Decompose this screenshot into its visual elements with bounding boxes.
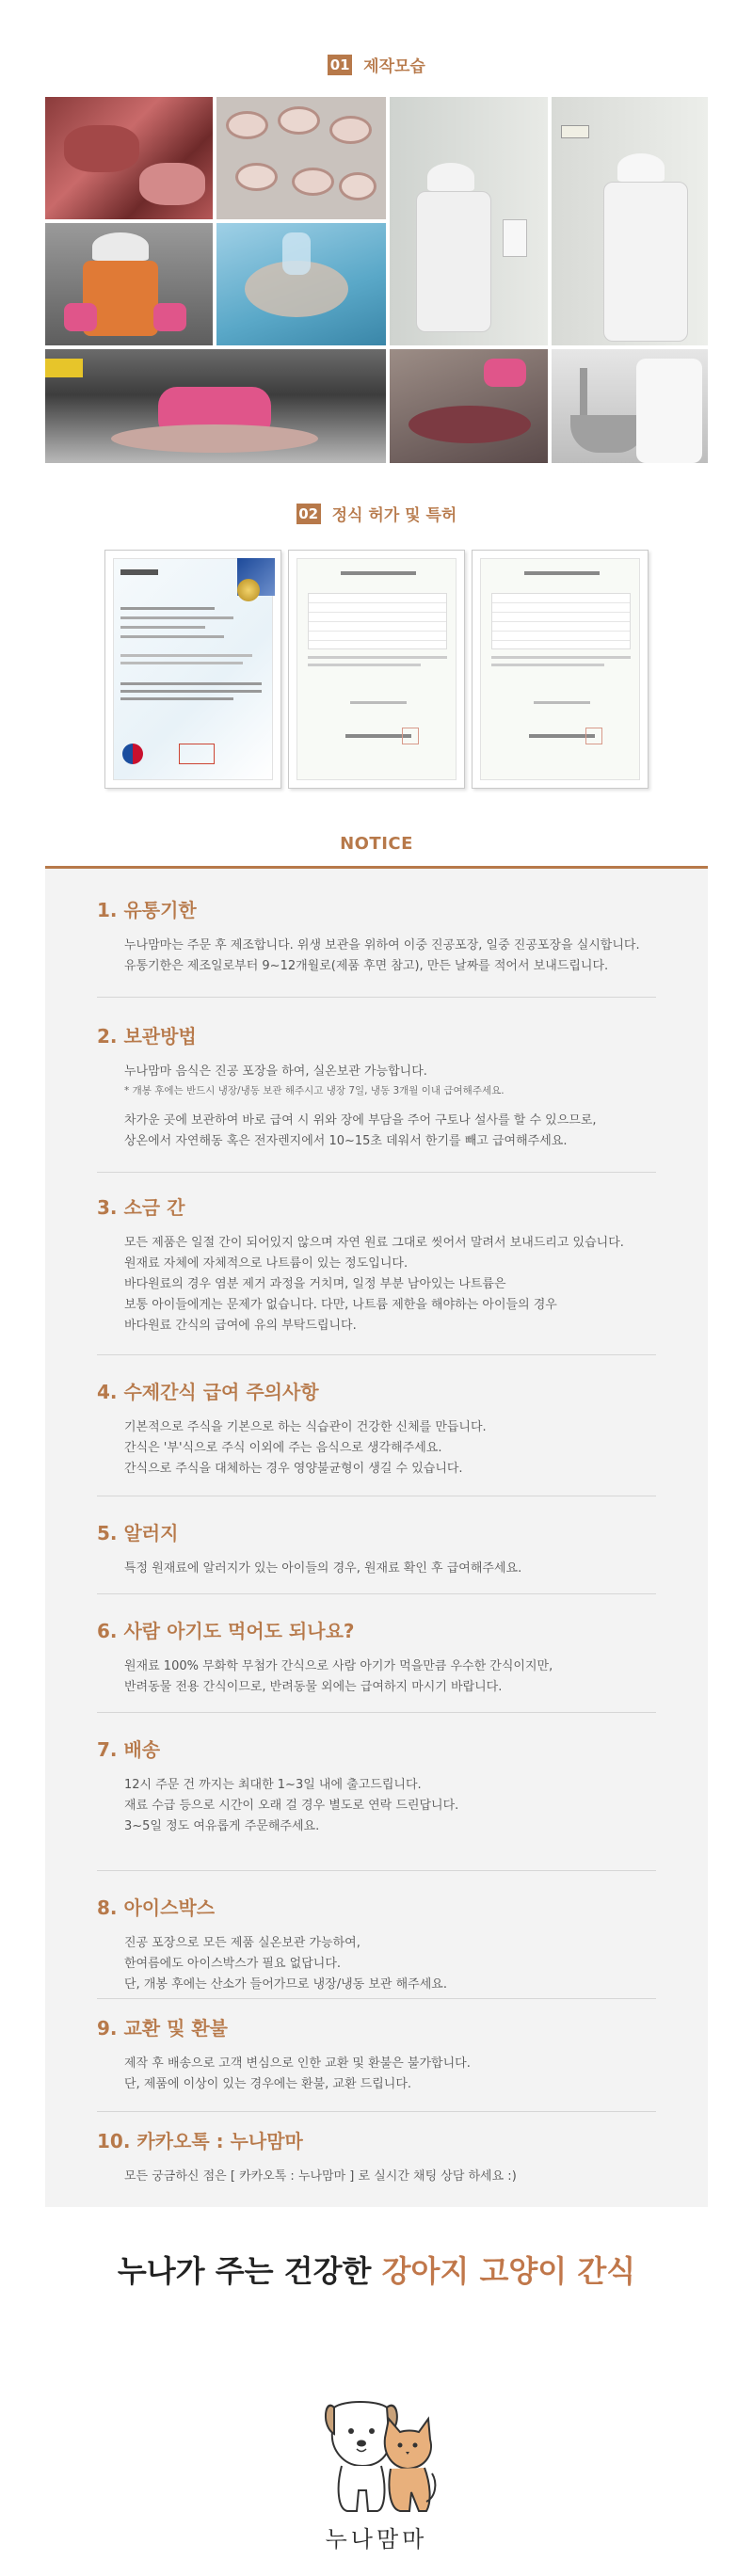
item-divider (97, 1712, 656, 1713)
notice-heading: 1. 유통기한 (97, 899, 197, 921)
notice-heading: 5. 알러지 (97, 1522, 179, 1544)
permit-certificate-image-2 (472, 550, 649, 789)
notice-item-icebox (97, 1893, 656, 1995)
item-divider (97, 1172, 656, 1173)
notice-text: 원재료 자체에 자체적으로 나트륨이 있는 정도입니다. (124, 1256, 409, 1271)
item-divider (97, 2111, 656, 2112)
section-header-production (0, 53, 753, 76)
notice-text: 단, 개봉 후에는 산소가 들어가므로 냉장/냉동 보관 해주세요. (124, 1977, 447, 1992)
notice-text: 진공 포장으로 모든 제품 실온보관 가능하여, (124, 1936, 360, 1950)
notice-heading: 8. 아이스박스 (97, 1896, 216, 1919)
photo-kitchen-sink (552, 349, 708, 463)
notice-text: 기본적으로 주식을 기본으로 하는 식습관이 건강한 신체를 만듭니다. (124, 1420, 487, 1434)
notice-item-salt (97, 1192, 656, 1336)
photo-fish-fillet (390, 349, 548, 463)
notice-text: 누나맘마는 주문 후 제조합니다. 위생 보관을 위하여 이중 진공포장, 일중 진공포장을 실시합니다. (124, 938, 640, 952)
notice-item-feeding-caution (97, 1377, 656, 1480)
brand-tagline (0, 2248, 753, 2291)
notice-text: 바다원료 간식의 급여에 유의 부탁드립니다. (124, 1319, 357, 1333)
notice-text: 단, 제품에 이상이 있는 경우에는 환불, 교환 드립니다. (124, 2077, 412, 2091)
brand-logo-text: 누나맘마 (325, 2526, 428, 2552)
photo-worker-entrance (552, 97, 708, 345)
notice-text: 바다원료의 경우 염분 제거 과정을 거치며, 일정 부분 남아있는 나트륨은 (124, 1277, 506, 1291)
item-divider (97, 1354, 656, 1355)
item-divider (97, 1593, 656, 1594)
notice-heading: 6. 사람 아기도 먹어도 되나요? (97, 1620, 355, 1642)
notice-heading: 4. 수제간식 급여 주의사항 (97, 1381, 319, 1403)
item-divider (97, 1998, 656, 1999)
item-divider (97, 997, 656, 998)
notice-item-allergy (97, 1518, 656, 1579)
notice-text: 반려동물 전용 간식이므로, 반려동물 외에는 급여하지 마시기 바랍니다. (124, 1680, 503, 1694)
notice-text: 3~5일 정도 여유롭게 주문해주세요. (124, 1819, 320, 1833)
notice-text: 한여름에도 아이스박스가 필요 없답니다. (124, 1957, 342, 1971)
photo-raw-meat (45, 97, 213, 219)
notice-title: NOTICE (340, 834, 413, 854)
notice-heading: 9. 교환 및 환불 (97, 2017, 229, 2040)
notice-item-kakaotalk (97, 2126, 656, 2187)
notice-text: 원재료 100% 무화학 무첨가 간식으로 사람 아기가 먹을만큼 우수한 간식이지만, (124, 1659, 553, 1673)
notice-text: 12시 주문 건 까지는 최대한 1~3일 내에 출고드립니다. (124, 1778, 422, 1792)
photo-worker-hygiene (390, 97, 548, 345)
notice-item-shipping (97, 1735, 656, 1837)
notice-panel (45, 869, 708, 2207)
notice-item-shelf-life (97, 895, 656, 977)
notice-text: 유통기한은 제조일로부터 9~12개월로(제품 후면 참고), 만든 날짜를 적어서 보내드립니다. (124, 959, 609, 973)
photo-cutting (45, 349, 386, 463)
tagline-prefix: 누나가 주는 건강한 (117, 2253, 382, 2289)
photo-washing (216, 223, 386, 345)
notice-text: 누나맘마 음식은 진공 포장을 하여, 실온보관 가능합니다. (124, 1064, 427, 1079)
section-number-badge: 02 (296, 504, 321, 524)
notice-text: 차가운 곳에 보관하여 바로 급여 시 위와 장에 부담을 주어 구토나 설사를 할 수 있으므로, (124, 1113, 597, 1128)
photo-sliced-pieces (216, 97, 386, 219)
notice-text: 모든 제품은 일절 간이 되어있지 않으며 자연 원료 그대로 씻어서 말려서 보내드리고 있습니다. (124, 1236, 624, 1250)
production-photo-grid (45, 97, 708, 463)
notice-item-refund (97, 2013, 656, 2095)
notice-text: 간식으로 주식을 대체하는 경우 영양불균형이 생길 수 있습니다. (124, 1462, 463, 1476)
notice-text: 보통 아이들에게는 문제가 없습니다. 다만, 나트륨 제한을 해야하는 아이들의 경우 (124, 1298, 557, 1312)
notice-heading: 2. 보관방법 (97, 1025, 197, 1048)
notice-item-storage (97, 1021, 656, 1152)
item-divider (97, 1870, 656, 1871)
photo-worker-gloves (45, 223, 213, 345)
notice-text: 상온에서 자연해동 혹은 전자렌지에서 10~15초 데워서 한기를 빼고 급여해주세요. (124, 1134, 568, 1148)
notice-text: 모든 궁금하신 점은 [ 카카오톡 : 누나맘마 ] 로 실시간 채팅 상담 하세요 :) (124, 2169, 517, 2184)
notice-heading: 7. 배송 (97, 1738, 161, 1761)
patent-certificate-image (104, 550, 281, 789)
section-title: 제작모습 (363, 57, 425, 76)
section-number-badge: 01 (328, 55, 352, 75)
notice-text: 제작 후 배송으로 고객 변심으로 인한 교환 및 환불은 불가합니다. (124, 2056, 471, 2071)
notice-heading: 3. 소금 간 (97, 1196, 185, 1219)
notice-text: 간식은 '부'식으로 주식 이외에 주는 음식으로 생각해주세요. (124, 1441, 442, 1455)
notice-text: 특정 원재료에 알러지가 있는 아이들의 경우, 원재료 확인 후 급여해주세요. (124, 1561, 522, 1576)
permit-certificate-image-1 (288, 550, 465, 789)
brand-logo-dog-cat-icon (315, 2379, 438, 2520)
notice-text: 재료 수급 등으로 시간이 오래 걸 경우 별도로 연락 드린답니다. (124, 1799, 459, 1813)
section-header-certificates (0, 502, 753, 525)
tagline-accent: 강아지 고양이 간식 (381, 2253, 636, 2289)
notice-item-human-baby (97, 1616, 656, 1698)
section-title: 정식 허가 및 특허 (331, 506, 457, 525)
notice-heading: 10. 카카오톡 : 누나맘마 (97, 2130, 303, 2152)
notice-note: * 개봉 후에는 반드시 냉장/냉동 보관 해주시고 냉장 7일, 냉동 3개월 이내 급여해주세요. (124, 1085, 505, 1096)
